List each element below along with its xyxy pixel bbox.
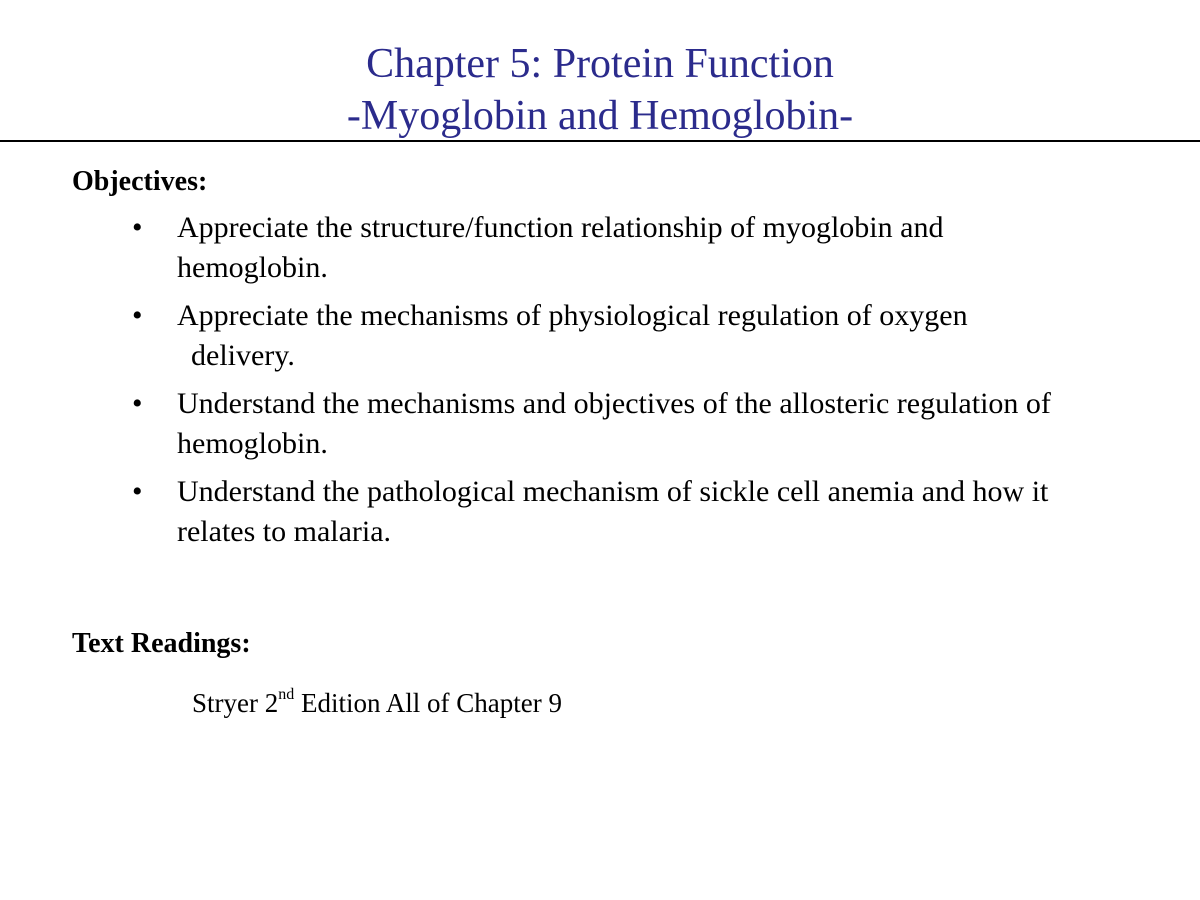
objectives-heading: Objectives: — [72, 166, 208, 197]
reading-prefix: Stryer 2 — [192, 688, 279, 718]
bullet-icon: • — [132, 475, 143, 508]
objective-text-line-1: Understand the pathological mechanism of sickle cell anemia and how it — [177, 475, 1049, 508]
reading-suffix: Edition All of Chapter 9 — [294, 688, 562, 718]
bullet-icon: • — [132, 387, 143, 420]
title-line-2: -Myoglobin and Hemoglobin- — [346, 93, 854, 139]
title-divider — [0, 140, 1200, 142]
reading-superscript: nd — [278, 686, 295, 703]
reading-entry — [192, 686, 562, 720]
bullet-icon: • — [132, 211, 143, 244]
objective-item-oxygen-delivery — [0, 296, 1200, 376]
text-readings-heading: Text Readings: — [72, 628, 251, 659]
title-line-1: Chapter 5: Protein Function — [366, 41, 834, 87]
objectives-list — [0, 208, 1200, 560]
objective-text-line-2: hemoglobin. — [177, 251, 328, 284]
objective-text-line-1: Appreciate the mechanisms of physiological regulation of oxygen — [177, 299, 968, 332]
objective-text-line-1: Appreciate the structure/function relationship of myoglobin and — [177, 211, 944, 244]
objective-item-allosteric-regulation — [0, 384, 1200, 464]
bullet-icon: • — [132, 299, 143, 332]
slide-title — [0, 38, 1200, 142]
objective-text-line-2: relates to malaria. — [177, 515, 392, 548]
objective-text-line-1: Understand the mechanisms and objectives of the allosteric regulation of — [177, 387, 1051, 420]
objective-item-structure-function — [0, 208, 1200, 288]
objective-text-line-2: hemoglobin. — [177, 427, 328, 460]
objective-item-sickle-cell — [0, 472, 1200, 552]
objective-text-line-2: delivery. — [191, 339, 295, 372]
